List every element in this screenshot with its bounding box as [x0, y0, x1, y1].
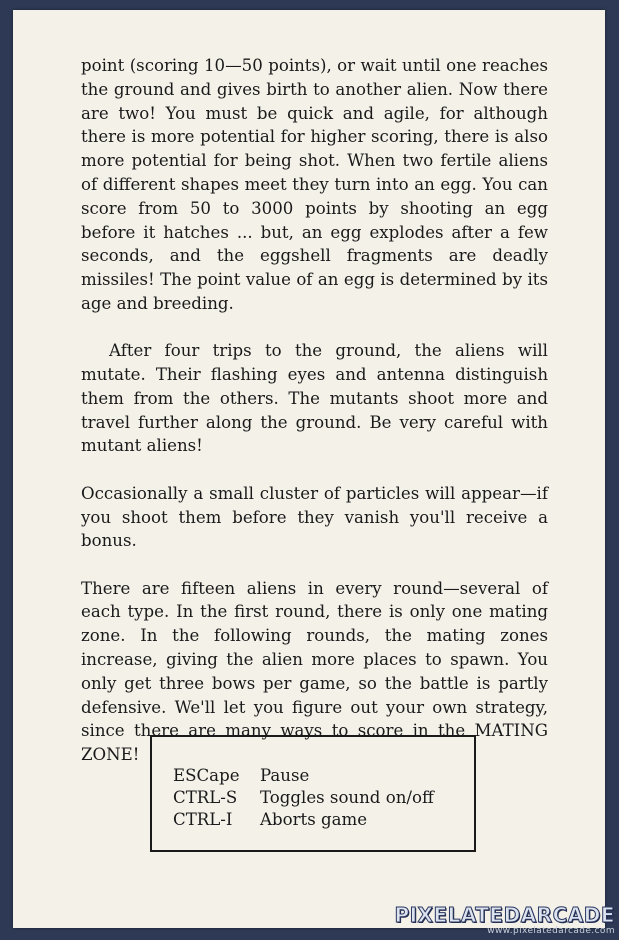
key-name: ESCape	[173, 766, 240, 785]
watermark	[394, 904, 615, 937]
key-name: CTRL-S	[173, 788, 238, 807]
paragraph-rounds: There are fifteen aliens in every round—several of each type. In the first round, there is only one mating zone. In the following rounds, the mating zones increase, giving the alien more places to spawn. You only get three bows per game, so the battle is partly defensive. We'll let you figure out your own strategy, since there are many ways to score in the MATING ZONE!	[81, 578, 548, 765]
paragraph-scoring: point (scoring 10—50 points), or wait until one reaches the ground and gives birth to another alien. Now there are two! You must be quick and agile, for although there is more potential for higher scoring, there is also more potential for being shot. When two fertile aliens of different shapes meet they turn into an egg. You can score from 50 to 3000 points by shooting an egg before it hatches ... but, an egg explodes after a few seconds, and the eggshell fragments are deadly missiles! The point value of an egg is determined by its age and breeding.	[81, 56, 548, 313]
key-command-row	[173, 808, 367, 832]
manual-page	[13, 10, 605, 928]
key-commands-box	[150, 735, 476, 852]
watermark-url: www.pixelatedarcade.com	[487, 926, 615, 936]
manual-body-text	[81, 54, 548, 791]
key-action: Toggles sound on/off	[260, 788, 434, 807]
watermark-brand: PIXELATEDARCADE	[394, 903, 615, 927]
key-command-row	[173, 764, 309, 788]
key-command-row	[173, 786, 434, 810]
key-name: CTRL-I	[173, 810, 233, 829]
paragraph-mutation: After four trips to the ground, the aliens will mutate. Their flashing eyes and antenna distinguish them from the others. The mutants shoot more and travel further along the ground. Be very careful with mutant aliens!	[81, 341, 548, 456]
paragraph-bonus: Occasionally a small cluster of particles will appear—if you shoot them before they vanish you'll receive a bonus.	[81, 483, 548, 551]
key-action: Aborts game	[260, 810, 368, 829]
key-action: Pause	[260, 766, 310, 785]
